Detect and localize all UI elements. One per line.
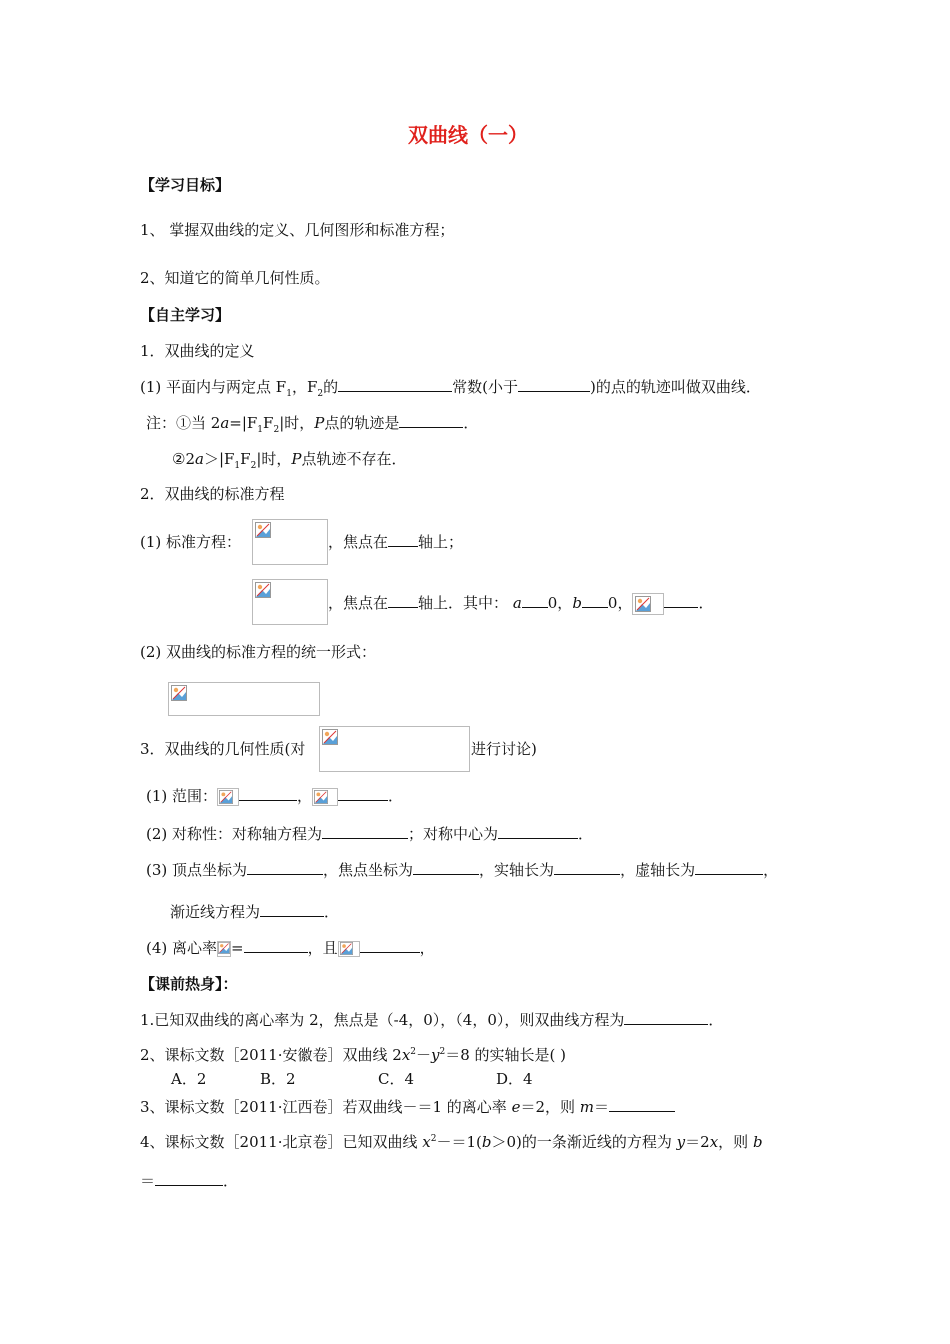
equation-image — [217, 941, 231, 957]
answer-blank[interactable] — [695, 860, 763, 875]
broken-image-icon — [635, 596, 651, 612]
warmup-q2-option-b: B．2 — [260, 1070, 296, 1088]
s3-asymptotes: 渐近线方程为 ． — [170, 903, 340, 921]
broken-image-icon — [340, 942, 353, 955]
broken-image-icon — [219, 790, 233, 804]
answer-blank[interactable] — [322, 824, 408, 839]
equation-image — [217, 788, 239, 806]
s2-unified-form: (2) 双曲线的标准方程的统一形式： — [140, 643, 377, 661]
warmup-q4-answer: ＝ ． — [140, 1172, 239, 1190]
answer-blank[interactable] — [338, 786, 388, 801]
answer-blank[interactable] — [247, 860, 323, 875]
s1-note-2: $②2a>|F_1F_2|$时，P点轨迹不存在． — [172, 450, 407, 471]
warmup-q2: 2、课标文数［2011·安徽卷］双曲线 $2x^2-y^2=8$ 的实轴长是( ) — [140, 1046, 567, 1064]
broken-image-icon — [314, 790, 328, 804]
equation-image — [252, 519, 328, 565]
s2-standard-eq-label: (1) 标准方程： — [140, 533, 242, 551]
s1-definition: (1) 平面内与两定点 $F_1$，$F_2$的 常数(小于 )的点的轨迹叫做双曲线． — [140, 378, 761, 399]
answer-blank[interactable] — [155, 1171, 223, 1186]
broken-image-icon — [218, 942, 230, 954]
answer-blank[interactable] — [554, 860, 620, 875]
section-heading-goals: 【学习目标】 — [140, 176, 231, 194]
answer-blank[interactable] — [609, 1097, 675, 1112]
goal-1: 1、 掌握双曲线的定义、几何图形和标准方程； — [140, 221, 455, 239]
s3-symmetry: (2) 对称性：对称轴方程为 ；对称中心为 ． — [146, 825, 594, 843]
answer-blank[interactable] — [413, 860, 479, 875]
answer-blank[interactable] — [388, 532, 418, 547]
answer-blank[interactable] — [624, 1010, 708, 1025]
answer-blank[interactable] — [360, 938, 420, 953]
equation-image — [312, 788, 338, 806]
warmup-q1: 1.已知双曲线的离心率为 2，焦点是（-4，0），（4，0），则双曲线方程为 ． — [140, 1011, 724, 1029]
section-heading-warmup: 【课前热身】： — [140, 975, 238, 993]
answer-blank[interactable] — [260, 902, 324, 917]
equation-image — [632, 593, 664, 615]
s3-vertices: (3) 顶点坐标为 ，焦点坐标为 ，实轴长为 ，虚轴长为 ， — [146, 861, 779, 879]
answer-blank[interactable] — [498, 824, 578, 839]
equation-image — [338, 941, 360, 957]
s3-eccentricity: (4) 离心率 = ，且 ， — [146, 939, 435, 957]
broken-image-icon — [255, 522, 271, 538]
section-heading-self-study: 【自主学习】 — [140, 306, 231, 324]
broken-image-icon — [255, 582, 271, 598]
answer-blank[interactable] — [582, 593, 608, 608]
equation-image — [319, 726, 470, 772]
answer-blank[interactable] — [388, 593, 418, 608]
warmup-q3: 3、课标文数［2011·江西卷］若双曲线－＝1 的离心率 e＝2，则 m＝ — [140, 1096, 675, 1118]
s3-range: (1) 范围： ， ． — [146, 787, 404, 805]
answer-blank[interactable] — [338, 377, 452, 392]
s2-eq1-focus: ，焦点在 轴上； — [328, 533, 464, 551]
warmup-q4: 4、课标文数［2011·北京卷］已知双曲线 $x^2-=1(b>0)$的一条渐近线的方程为 y＝2x，则 b — [140, 1133, 763, 1151]
broken-image-icon — [322, 729, 338, 745]
s1-note-1: 注：①当 $2a=|F_1F_2|$时，P点的轨迹是 ． — [146, 414, 479, 435]
answer-blank[interactable] — [239, 786, 297, 801]
answer-blank[interactable] — [664, 593, 698, 608]
s3-heading: 3．双曲线的几何性质(对 — [140, 740, 306, 758]
warmup-q2-option-d: D．4 — [496, 1070, 533, 1088]
s2-heading: 2．双曲线的标准方程 — [140, 485, 285, 503]
s3-heading-tail: 进行讨论) — [471, 740, 537, 758]
answer-blank[interactable] — [518, 377, 590, 392]
s1-heading: 1．双曲线的定义 — [140, 342, 255, 360]
answer-blank[interactable] — [522, 593, 548, 608]
answer-blank[interactable] — [244, 938, 308, 953]
goal-2: 2、知道它的简单几何性质。 — [140, 269, 330, 287]
answer-blank[interactable] — [399, 413, 463, 428]
broken-image-icon — [171, 685, 187, 701]
page-title: 双曲线（一） — [408, 123, 528, 147]
equation-image — [168, 682, 320, 716]
warmup-q2-option-c: C．4 — [378, 1070, 415, 1088]
s2-eq2-focus: ，焦点在 轴上．其中： a 0，b 0， ． — [328, 592, 713, 615]
warmup-q2-option-a: A．2 — [171, 1070, 207, 1088]
equation-image — [252, 579, 328, 625]
